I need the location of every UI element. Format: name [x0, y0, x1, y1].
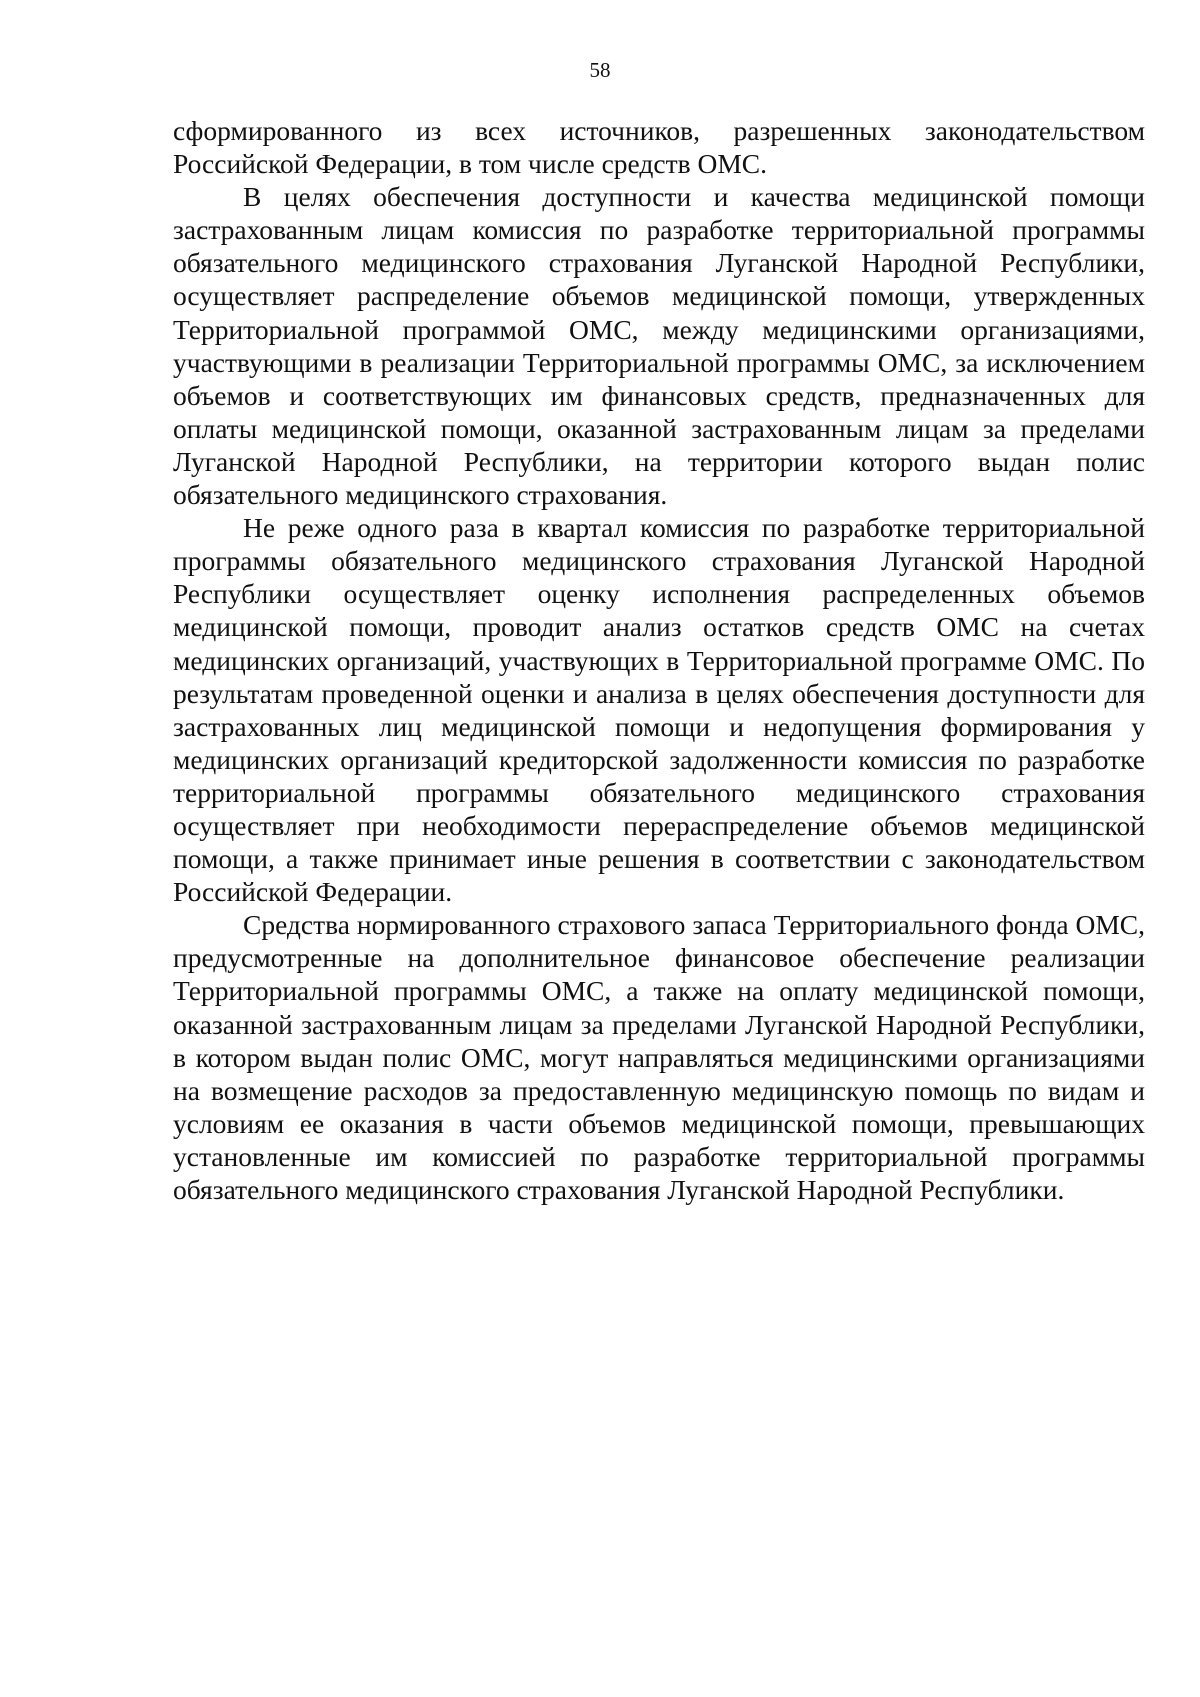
paragraph-insurance-reserve: Средства нормированного страхового запаса Территориального фонда ОМС, предусмотренные на дополнительное финансовое обеспечение реализации Территориальной программы ОМС, а также на оплату медицинской помощи, оказанной застрахованным лицам за пределами Луганской Народной Республики, в котором выдан полис ОМС, могут направляться медицинскими организациями на возмещение расходов за предоставленную медицинскую помощь по видам и условиям ее оказания в части объемов медицинской помощи, превышающих установленные им комиссией по разработке территориальной программы обязательного медицинского страхования Луганской Народной Республики. — [173, 909, 1145, 1205]
page-number: 58 — [589, 58, 611, 82]
paragraph-continuation: сформированного из всех источников, разрешенных законодательством Российской Федерации, в том числе средств ОМС. — [173, 115, 1145, 180]
paragraph-quarterly-assessment: Не реже одного раза в квартал комиссия по разработке территориальной программы обязательного медицинского страхования Луганской Народной Республики осуществляет оценку исполнения распределенных объемов медицинской помощи, проводит анализ остатков средств ОМС на счетах медицинских организаций, участвующих в Территориальной программе ОМС. По результатам проведенной оценки и анализа в целях обеспечения доступности для застрахованных лиц медицинской помощи и недопущения формирования у медицинских организаций кредиторской задолженности комиссия по разработке территориальной программы обязательного медицинского страхования осуществляет при необходимости перераспределение объемов медицинской помощи, а также принимает иные решения в соответствии с законодательством Российской Федерации. — [173, 512, 1145, 908]
document-body — [173, 114, 1145, 1206]
paragraph-volume-distribution: В целях обеспечения доступности и качества медицинской помощи застрахованным лицам комиссия по разработке территориальной программы обязательного медицинского страхования Луганской Народной Республики, осуществляет распределение объемов медицинской помощи, утвержденных Территориальной программой ОМС, между медицинскими организациями, участвующими в реализации Территориальной программы ОМС, за исключением объемов и соответствующих им финансовых средств, предназначенных для оплаты медицинской помощи, оказанной застрахованным лицам за пределами Луганской Народной Республики, на территории которого выдан полис обязательного медицинского страхования. — [173, 181, 1145, 511]
